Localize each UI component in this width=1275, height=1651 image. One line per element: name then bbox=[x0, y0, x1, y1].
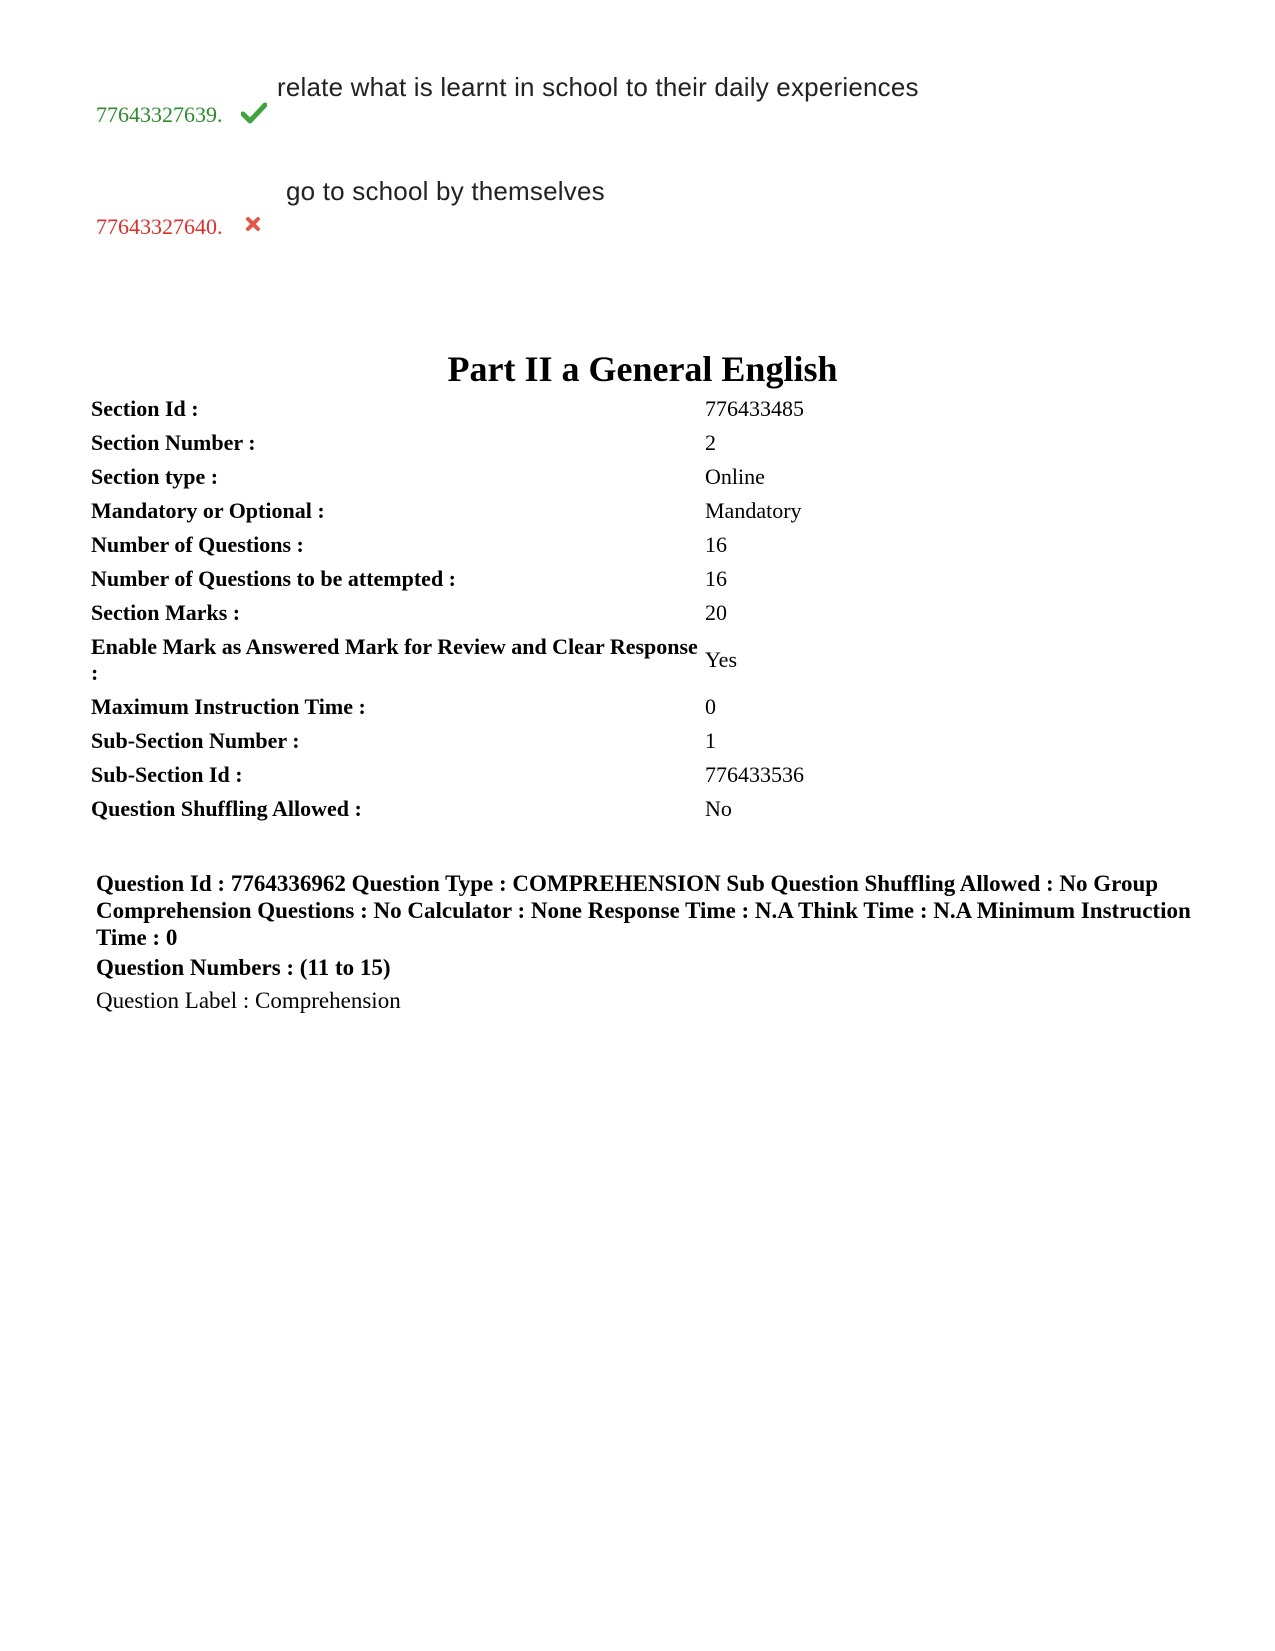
table-row bbox=[91, 392, 1191, 426]
row-label: Section Number : bbox=[91, 430, 256, 455]
table-row bbox=[91, 562, 1191, 596]
row-label: Enable Mark as Answered Mark for Review and Clear Response : bbox=[91, 634, 698, 685]
row-value: 16 bbox=[705, 532, 727, 557]
table-row bbox=[91, 690, 1191, 724]
row-label: Section type : bbox=[91, 464, 219, 489]
row-label: Sub-Section Id : bbox=[91, 762, 243, 787]
row-label: Maximum Instruction Time : bbox=[91, 694, 366, 719]
section-info-table bbox=[91, 392, 1191, 826]
option-text: relate what is learnt in school to their daily experiences bbox=[277, 72, 919, 102]
row-label: Question Shuffling Allowed : bbox=[91, 796, 362, 821]
row-value: 2 bbox=[705, 430, 716, 455]
table-row bbox=[91, 494, 1191, 528]
row-value: No bbox=[705, 796, 732, 821]
row-value: 1 bbox=[705, 728, 716, 753]
row-label: Section Marks : bbox=[91, 600, 241, 625]
row-label: Sub-Section Number : bbox=[91, 728, 300, 753]
question-numbers: Question Numbers : (11 to 15) bbox=[96, 955, 391, 980]
row-value: Yes bbox=[705, 647, 738, 672]
option-text: go to school by themselves bbox=[286, 176, 605, 206]
row-value: 16 bbox=[705, 566, 727, 591]
table-row bbox=[91, 792, 1191, 826]
cross-icon bbox=[245, 216, 261, 237]
row-value: 0 bbox=[705, 694, 716, 719]
row-value: 20 bbox=[705, 600, 727, 625]
table-row bbox=[91, 460, 1191, 494]
row-value: 776433485 bbox=[705, 396, 804, 421]
check-icon bbox=[241, 102, 267, 129]
row-value: 776433536 bbox=[705, 762, 804, 787]
option-id: 77643327639. bbox=[96, 102, 223, 127]
row-value: Online bbox=[705, 464, 765, 489]
table-row bbox=[91, 596, 1191, 630]
table-row bbox=[91, 426, 1191, 460]
table-row bbox=[91, 630, 1191, 690]
row-label: Number of Questions to be attempted : bbox=[91, 566, 457, 591]
section-title: Part II a General English bbox=[447, 349, 838, 389]
option-id: 77643327640. bbox=[96, 214, 223, 239]
row-label: Number of Questions : bbox=[91, 532, 304, 557]
table-row bbox=[91, 528, 1191, 562]
row-value: Mandatory bbox=[705, 498, 802, 523]
question-meta: Question Id : 7764336962 Question Type : COMPREHENSION Sub Question Shuffling Allowed : No Group Comprehension Questions : No Calculator : None Response Time : N.A Think Time : N.A Minimum Instruction Time : 0 bbox=[96, 871, 1191, 950]
table-row bbox=[91, 724, 1191, 758]
question-label: Question Label : Comprehension bbox=[96, 988, 401, 1013]
table-row bbox=[91, 758, 1191, 792]
row-label: Section Id : bbox=[91, 396, 199, 421]
row-label: Mandatory or Optional : bbox=[91, 498, 325, 523]
